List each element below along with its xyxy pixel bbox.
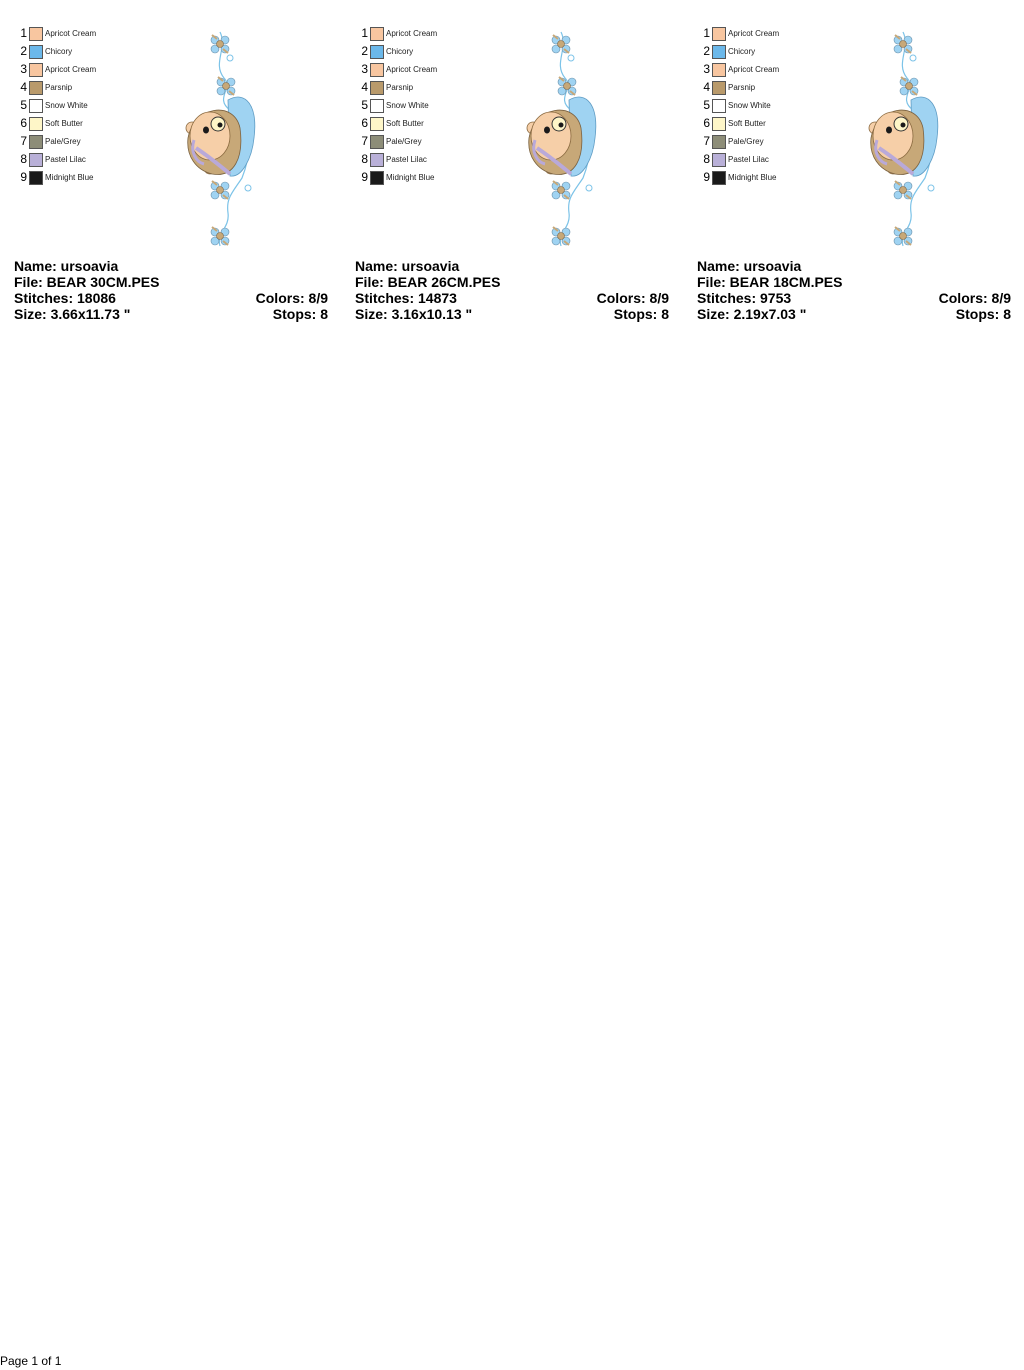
thread-name: Pale/Grey <box>386 137 422 146</box>
thread-number: 5 <box>703 98 710 112</box>
thread-number: 1 <box>361 26 368 40</box>
thread-number: 9 <box>703 170 710 184</box>
thread-number: 8 <box>20 152 27 166</box>
thread-name: Apricot Cream <box>728 65 780 74</box>
thread-name: Midnight Blue <box>386 173 435 182</box>
design-stops: Stops: 8 <box>613 306 669 322</box>
design-info <box>14 258 328 322</box>
thread-number: 6 <box>361 116 368 130</box>
thread-swatch <box>370 153 384 167</box>
thread-name: Snow White <box>386 101 429 110</box>
thread-swatch <box>29 27 43 41</box>
page-counter: Page 1 of 1 <box>0 1354 62 1368</box>
thread-swatch <box>370 135 384 149</box>
thread-number: 2 <box>361 44 368 58</box>
thread-name: Chicory <box>45 47 73 56</box>
flower-motif <box>211 35 229 53</box>
flower-motif <box>211 181 229 199</box>
thread-swatch <box>29 171 43 185</box>
bear-face <box>531 112 571 160</box>
thread-swatch <box>29 135 43 149</box>
thread-swatch <box>712 171 726 185</box>
thread-swatch <box>370 171 384 185</box>
design-stops: Stops: 8 <box>272 306 328 322</box>
design-stitches: Stitches: 18086 <box>14 290 116 306</box>
thread-swatch <box>370 117 384 131</box>
design-stops: Stops: 8 <box>955 306 1011 322</box>
thread-swatch <box>370 45 384 59</box>
flower-motif <box>894 181 912 199</box>
thread-swatch <box>29 45 43 59</box>
design-info <box>355 258 669 322</box>
flower-motif <box>894 35 912 53</box>
bear-illustration <box>851 28 951 250</box>
thread-swatch <box>29 99 43 113</box>
flower-motif <box>894 227 912 245</box>
bear-face <box>190 112 230 160</box>
design-file: File: BEAR 26CM.PES <box>355 274 501 290</box>
thread-number: 7 <box>361 134 368 148</box>
design-card-1 <box>0 0 328 330</box>
embroidery-preview <box>851 28 951 250</box>
thread-swatch <box>712 27 726 41</box>
thread-name: Soft Butter <box>728 119 766 128</box>
thread-swatch <box>370 81 384 95</box>
embroidery-preview <box>168 28 268 250</box>
thread-number: 6 <box>703 116 710 130</box>
thread-name: Snow White <box>728 101 771 110</box>
thread-swatch <box>29 153 43 167</box>
design-name: Name: ursoavia <box>355 258 460 274</box>
design-name: Name: ursoavia <box>14 258 119 274</box>
thread-number: 7 <box>703 134 710 148</box>
design-stitches: Stitches: 9753 <box>697 290 792 306</box>
thread-swatch <box>712 99 726 113</box>
thread-swatch <box>370 63 384 77</box>
thread-number: 5 <box>361 98 368 112</box>
thread-name: Apricot Cream <box>45 29 97 38</box>
thread-name: Pale/Grey <box>45 137 81 146</box>
embroidery-preview <box>509 28 609 250</box>
thread-name: Apricot Cream <box>45 65 97 74</box>
thread-name: Chicory <box>728 47 756 56</box>
thread-swatch <box>712 81 726 95</box>
thread-name: Midnight Blue <box>45 173 94 182</box>
thread-number: 1 <box>703 26 710 40</box>
design-size: Size: 2.19x7.03 " <box>697 306 807 322</box>
design-colors: Colors: 8/9 <box>255 290 328 306</box>
thread-number: 8 <box>703 152 710 166</box>
thread-number: 8 <box>361 152 368 166</box>
flower-motif <box>552 181 570 199</box>
flower-motif <box>211 227 229 245</box>
bear-illustration <box>509 28 609 250</box>
thread-swatch <box>712 117 726 131</box>
design-name: Name: ursoavia <box>697 258 802 274</box>
thread-number: 9 <box>361 170 368 184</box>
thread-number: 4 <box>361 80 368 94</box>
flower-motif <box>552 35 570 53</box>
thread-name: Apricot Cream <box>728 29 780 38</box>
design-size: Size: 3.66x11.73 " <box>14 306 131 322</box>
thread-swatch <box>370 99 384 113</box>
thread-name: Apricot Cream <box>386 29 438 38</box>
thread-swatch <box>29 63 43 77</box>
design-card-2 <box>341 0 669 330</box>
thread-swatch <box>370 27 384 41</box>
design-stitches: Stitches: 14873 <box>355 290 457 306</box>
thread-swatch <box>29 81 43 95</box>
thread-name: Parsnip <box>45 83 73 92</box>
thread-swatch <box>29 117 43 131</box>
thread-name: Parsnip <box>386 83 414 92</box>
thread-number: 3 <box>20 62 27 76</box>
thread-number: 1 <box>20 26 27 40</box>
thread-name: Pastel Lilac <box>386 155 427 164</box>
thread-name: Pastel Lilac <box>728 155 769 164</box>
thread-number: 4 <box>703 80 710 94</box>
design-size: Size: 3.16x10.13 " <box>355 306 473 322</box>
thread-swatch <box>712 135 726 149</box>
thread-name: Apricot Cream <box>386 65 438 74</box>
thread-name: Pale/Grey <box>728 137 764 146</box>
thread-number: 4 <box>20 80 27 94</box>
thread-name: Pastel Lilac <box>45 155 86 164</box>
thread-number: 7 <box>20 134 27 148</box>
design-card-3 <box>683 0 1011 330</box>
thread-swatch <box>712 45 726 59</box>
thread-number: 5 <box>20 98 27 112</box>
design-colors: Colors: 8/9 <box>596 290 669 306</box>
thread-name: Soft Butter <box>386 119 424 128</box>
thread-swatch <box>712 63 726 77</box>
design-info <box>697 258 1011 322</box>
thread-swatch <box>712 153 726 167</box>
flower-motif <box>552 227 570 245</box>
bear-face <box>873 112 913 160</box>
thread-number: 3 <box>703 62 710 76</box>
thread-number: 2 <box>20 44 27 58</box>
design-file: File: BEAR 18CM.PES <box>697 274 843 290</box>
thread-number: 6 <box>20 116 27 130</box>
thread-number: 9 <box>20 170 27 184</box>
thread-name: Parsnip <box>728 83 756 92</box>
bear-illustration <box>168 28 268 250</box>
thread-number: 2 <box>703 44 710 58</box>
thread-name: Midnight Blue <box>728 173 777 182</box>
thread-name: Snow White <box>45 101 88 110</box>
design-colors: Colors: 8/9 <box>938 290 1011 306</box>
thread-name: Chicory <box>386 47 414 56</box>
thread-number: 3 <box>361 62 368 76</box>
design-file: File: BEAR 30CM.PES <box>14 274 160 290</box>
thread-name: Soft Butter <box>45 119 83 128</box>
